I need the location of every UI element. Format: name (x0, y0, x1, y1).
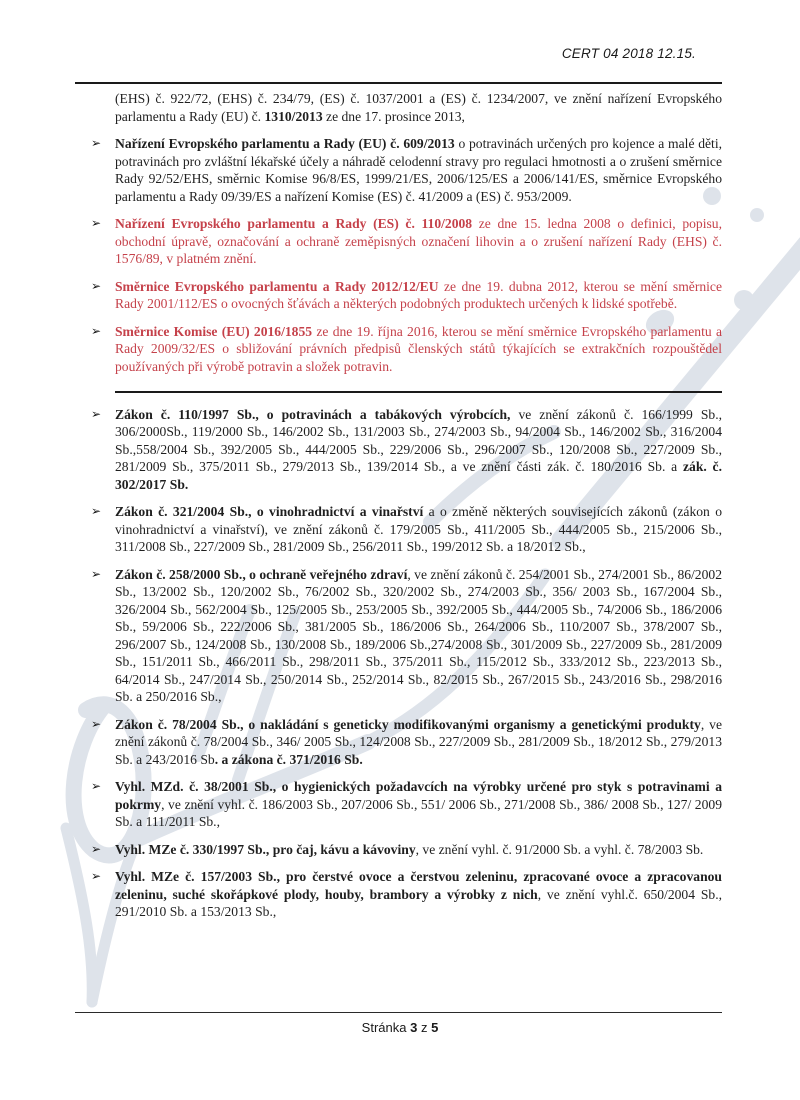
regulation-list (75, 90, 722, 931)
regulation-text: Zákon č. 321/2004 Sb., o vinohradnictví a vinařství a o změně některých souvisejících zákonů (zákon o vinohradnictví a vinařství), ve znění zákonů č. 179/2005 Sb., 411/2005 Sb., 444/2005 Sb., 215/2006 Sb., 311/2008 Sb., 227/2009 Sb., 281/2009 Sb., 256/2011 Sb., 199/2012 Sb. a 18/2012 Sb., (115, 504, 722, 554)
footer-rule (75, 1012, 722, 1013)
arrow-bullet-icon: ➢ (91, 869, 102, 883)
arrow-bullet-icon: ➢ (91, 323, 102, 338)
regulation-item (75, 841, 722, 859)
footer-separator: z (420, 1020, 428, 1035)
arrow-bullet-icon: ➢ (91, 716, 102, 731)
regulation-item (75, 406, 722, 494)
page-footer (0, 1020, 800, 1035)
continuation-paragraph (75, 90, 722, 125)
arrow-bullet-icon: ➢ (91, 841, 102, 856)
regulation-item (75, 778, 722, 831)
arrow-bullet-icon: ➢ (91, 779, 102, 793)
regulation-text: Nařízení Evropského parlamentu a Rady (EU) č. 609/2013 o potravinách určených pro kojence a malé děti, potravinách pro zvláštní lékařské účely a náhradě celodenní stravy pro regulaci hmotnosti a o zrušení směrnice Rady 92/52/EHS, směrnic Komise 96/8/ES, 1999/21/ES, 2006/125/ES a 2006/141/ES, směrnice Evropského parlamentu a Rady 09/39/ES a nařízení Komise (ES) č. 41/2009 a (ES) č. 953/2009. (115, 136, 722, 204)
header-rule (75, 82, 722, 84)
arrow-bullet-icon: ➢ (91, 216, 102, 230)
regulation-text: Vyhl. MZd. č. 38/2001 Sb., o hygienických požadavcích na výrobky určené pro styk s potravinami a pokrmy, ve znění vyhl. č. 186/2003 Sb., 207/2006 Sb., 551/ 2006 Sb., 271/2008 Sb., 386/ 2008 Sb., 127/ 2009 Sb. a 111/2011 Sb., (115, 779, 722, 829)
regulation-item (75, 503, 722, 556)
regulation-item (75, 716, 722, 769)
arrow-bullet-icon: ➢ (91, 136, 102, 150)
regulation-item (75, 323, 722, 376)
regulation-text: Nařízení Evropského parlamentu a Rady (ES) č. 110/2008 ze dne 15. ledna 2008 o definici, popisu, obchodní úpravě, označování a ochraně zeměpisných označení lihovin a o zrušení nařízení Rady (EHS) č. 1576/89, v platném znění. (115, 216, 722, 266)
footer-total-pages: 5 (431, 1020, 439, 1035)
regulation-item (75, 135, 722, 205)
footer-page-number: 3 (410, 1020, 418, 1035)
regulation-text: Směrnice Evropského parlamentu a Rady 2012/12/EU ze dne 19. dubna 2012, kterou se mění směrnice Rady 2001/112/ES o ovocných šťávách a některých podobných produktech určených k lidské spotřebě. (115, 278, 722, 311)
regulation-item (75, 215, 722, 268)
regulation-item (75, 278, 722, 313)
regulation-item (75, 868, 722, 921)
header-doc-code: CERT 04 2018 12.15. (561, 46, 696, 61)
section-divider (115, 391, 722, 393)
regulation-item (75, 566, 722, 706)
regulation-text: Zákon č. 110/1997 Sb., o potravinách a tabákových výrobcích, ve znění zákonů č. 166/1999 Sb., 306/2000Sb., 119/2000 Sb., 146/2002 Sb., 131/2003 Sb., 274/2003 Sb., 94/2004 Sb., 146/2002 Sb., 316/2004 Sb.,558/2004 Sb., 392/2005 Sb., 444/2005 Sb., 229/2006 Sb., 296/2007 Sb., 120/2008 Sb., 227/2009 Sb., 281/2009 Sb., 375/2011 Sb., 279/2013 Sb., 139/2014 Sb., a ve znění části zák. č. 180/2016 Sb. a zák. č. 302/2017 Sb. (115, 406, 722, 492)
regulation-text: Zákon č. 258/2000 Sb., o ochraně veřejného zdraví, ve znění zákonů č. 254/2001 Sb., 274/2001 Sb., 86/2002 Sb., 13/2002 Sb., 120/2002 Sb., 76/2002 Sb., 320/2002 Sb., 274/2003 Sb., 356/ 2003 Sb., 167/2004 Sb., 326/2004 Sb., 562/2004 Sb., 125/2005 Sb., 253/2005 Sb., 392/2005 Sb., 444/2005 Sb., 74/2006 Sb., 186/2006 Sb., 59/2006 Sb., 222/2006 Sb., 381/2005 Sb., 186/2006 Sb., 264/2006 Sb., 110/2007 Sb., 378/2007 Sb., 296/2007 Sb., 124/2008 Sb., 130/2008 Sb., 189/2006 Sb.,274/2008 Sb., 301/2009 Sb., 227/2009 Sb., 281/2009 Sb., 151/2011 Sb., 466/2011 Sb., 298/2011 Sb., 375/2011 Sb., 115/2012 Sb., 333/2012 Sb., 223/2013 Sb., 64/2014 Sb., 247/2014 Sb., 250/2014 Sb., 252/2014 Sb., 82/2015 Sb., 267/2015 Sb., 243/2016 Sb., 298/2016 Sb. a 250/2016 Sb., (115, 566, 722, 704)
arrow-bullet-icon: ➢ (91, 566, 102, 581)
regulation-text: Směrnice Komise (EU) 2016/1855 ze dne 19. října 2016, kterou se mění směrnice Evropského parlamentu a Rady 2009/32/ES o sbližování právních předpisů členských států týkajících se extrakčních rozpouštědel používaných při výrobě potravin a složek potravin. (115, 323, 722, 374)
arrow-bullet-icon: ➢ (91, 278, 102, 293)
regulation-text: Zákon č. 78/2004 Sb., o nakládání s geneticky modifikovanými organismy a genetickými produkty, ve znění zákonů č. 78/2004 Sb., 346/ 2005 Sb., 124/2008 Sb., 227/2009 Sb., 281/2009 Sb., 18/2012 Sb., 279/2013 Sb. a 243/2016 Sb. a zákona č. 371/2016 Sb. (115, 716, 722, 767)
regulation-text: Vyhl. MZe č. 330/1997 Sb., pro čaj, kávu a kávoviny, ve znění vyhl. č. 91/2000 Sb. a vyhl. č. 78/2003 Sb. (115, 841, 704, 857)
regulation-text: (EHS) č. 922/72, (EHS) č. 234/79, (ES) č. 1037/2001 a (ES) č. 1234/2007, ve znění nařízení Evropského parlamentu a Rady (EU) č. 1310/2013 ze dne 17. prosince 2013, (115, 91, 722, 124)
regulation-text: Vyhl. MZe č. 157/2003 Sb., pro čerstvé ovoce a čerstvou zeleninu, zpracované ovoce a zpracovanou zeleninu, suché skořápkové plody, houby, brambory a výrobky z nich, ve znění vyhl.č. 650/2004 Sb., 291/2010 Sb. a 153/2013 Sb., (115, 869, 723, 919)
footer-label: Stránka (361, 1020, 407, 1035)
arrow-bullet-icon: ➢ (91, 504, 102, 518)
arrow-bullet-icon: ➢ (91, 406, 102, 421)
